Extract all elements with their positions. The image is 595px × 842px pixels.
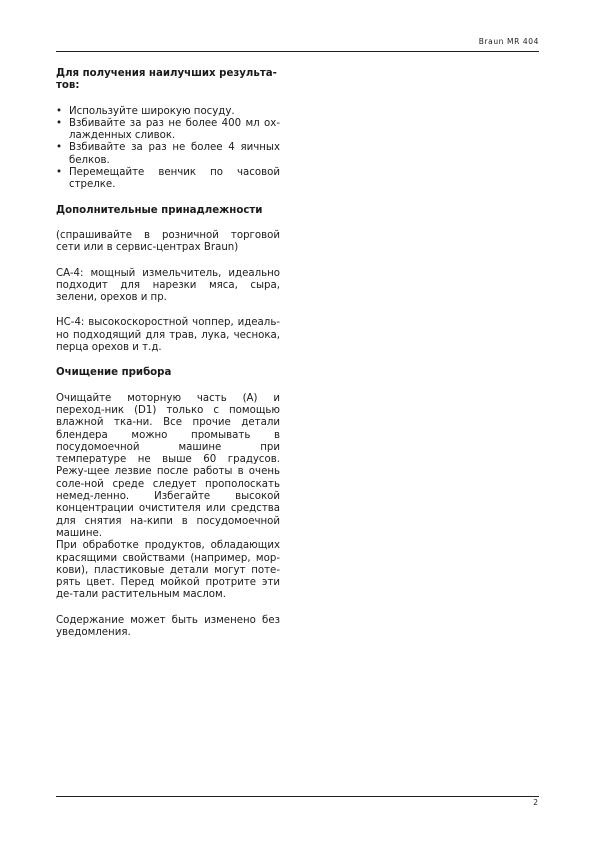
list-item: • Взбивайте за раз не более 400 мл ох-лажденных сливок. xyxy=(56,117,280,142)
list-item: • Используйте широкую посуду. xyxy=(56,105,235,117)
list-item: • Взбивайте за раз не более 4 яичных белков. xyxy=(56,142,280,166)
bullet-icon: • xyxy=(56,167,63,179)
bullet-icon: • xyxy=(56,105,63,117)
accessory-hc4: HC-4: высокоскоростной чоппер, идеаль-но подходящий для трав, лука, чеснока, перца орехов и т.д. xyxy=(56,317,280,354)
text-column xyxy=(56,68,280,639)
list-item: • Перемещайте венчик по часовой стрелке. xyxy=(56,167,280,191)
page-number: 2 xyxy=(533,798,538,807)
accessory-ca4: CA-4: мощный измельчитель, идеально подходит для нарезки мяса, сыра, зелени, орехов и пр. xyxy=(56,267,280,304)
cleaning-paragraph: Очищайте моторную часть (A) и переход-ник (D1) только с помощью влажной тка-ни. Все прочие детали блендера можно промывать в посудомоечной машине при температуре не выше 60 градусов. Режу-щее лезвие после работы в очень соле-ной среде следует прополоскать немед-ленно. Избегайте высокой концентрации очистителя или средства для снятия на-кипи в посудомоечной машине. xyxy=(56,392,280,539)
disclaimer: Содержание может быть изменено без уведомления. xyxy=(56,614,280,638)
bottom-rule xyxy=(56,796,539,797)
bullet-icon: • xyxy=(56,142,63,154)
tips-list xyxy=(56,106,280,192)
heading-cleaning: Очищение прибора xyxy=(56,367,172,379)
header-title: Braun MR 404 xyxy=(478,37,539,46)
cleaning-paragraph-coloring: При обработке продуктов, обладающих красящими свойствами (например, мор-кови), пластиковые детали могут поте-рять цвет. Перед мойкой протрите эти де-тали растительным маслом. xyxy=(56,540,280,601)
top-rule xyxy=(56,51,539,52)
bullet-icon: • xyxy=(56,117,63,129)
heading-best-results: Для получения наилучших результа-тов: xyxy=(56,68,277,92)
heading-accessories: Дополнительные принадлежности xyxy=(56,204,263,216)
accessories-note: (спрашивайте в розничной торговой сети или в сервис-центрах Braun) xyxy=(56,229,280,254)
